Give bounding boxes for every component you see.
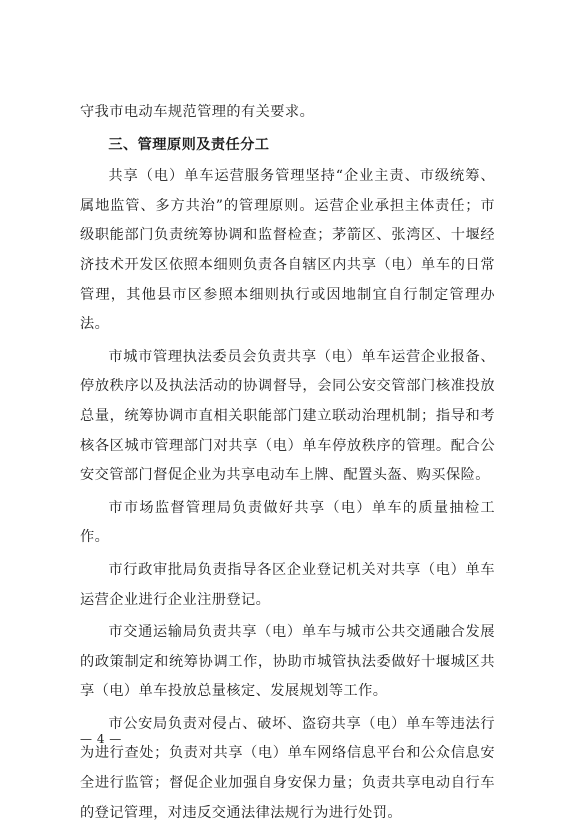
paragraph-management-principle: 共享（电）单车运营服务管理坚持“企业主责、市级统筹、属地监管、多方共治”的管理原则。运营企业承担主体责任；市级职能部门负责统筹协调和监督检查；茅箭区、张湾区、十堰经济技术开发区依照本细则负责各自辖区内共享（电）单车的日常管理，其他县市区参照本细则执行或因地制宜自行制定管理办法。 xyxy=(80,168,495,333)
paragraph-transport-bureau: 市交通运输局负责共享（电）单车与城市公共交通融合发展的政策制定和统筹协调工作，协助市城管执法委做好十堰城区共享（电）单车投放总量核定、发展规划等工作。 xyxy=(80,624,495,700)
body-text xyxy=(80,98,495,828)
paragraph-city-management: 市城市管理执法委员会负责共享（电）单车运营企业报备、停放秩序以及执法活动的协调督导，会同公安交管部门核准投放总量，统筹协调市直相关职能部门建立联动治理机制；指导和考核各区城市管理部门对共享（电）单车停放秩序的管理。配合公安交管部门督促企业为共享电动车上牌、配置头盔、购买保险。 xyxy=(80,348,495,484)
continuation-paragraph: 守我市电动车规范管理的有关要求。 xyxy=(80,104,315,120)
page-number: — 4 — xyxy=(80,732,122,746)
paragraph-administrative-approval: 市行政审批局负责指导各区企业登记机关对共享（电）单车运营企业进行企业注册登记。 xyxy=(80,561,495,608)
section-heading: 三、管理原则及责任分工 xyxy=(108,136,270,153)
paragraph-market-supervision: 市市场监督管理局负责做好共享（电）单车的质量抽检工作。 xyxy=(80,499,495,546)
paragraph-public-security: 市公安局负责对侵占、破坏、盗窃共享（电）单车等违法行为进行查处；负责对共享（电）单车网络信息平台和公众信息安全进行监管；督促企业加强自身安保力量；负责共享电动自行车的登记管理，对违反交通法律法规行为进行处罚。 xyxy=(80,715,495,821)
